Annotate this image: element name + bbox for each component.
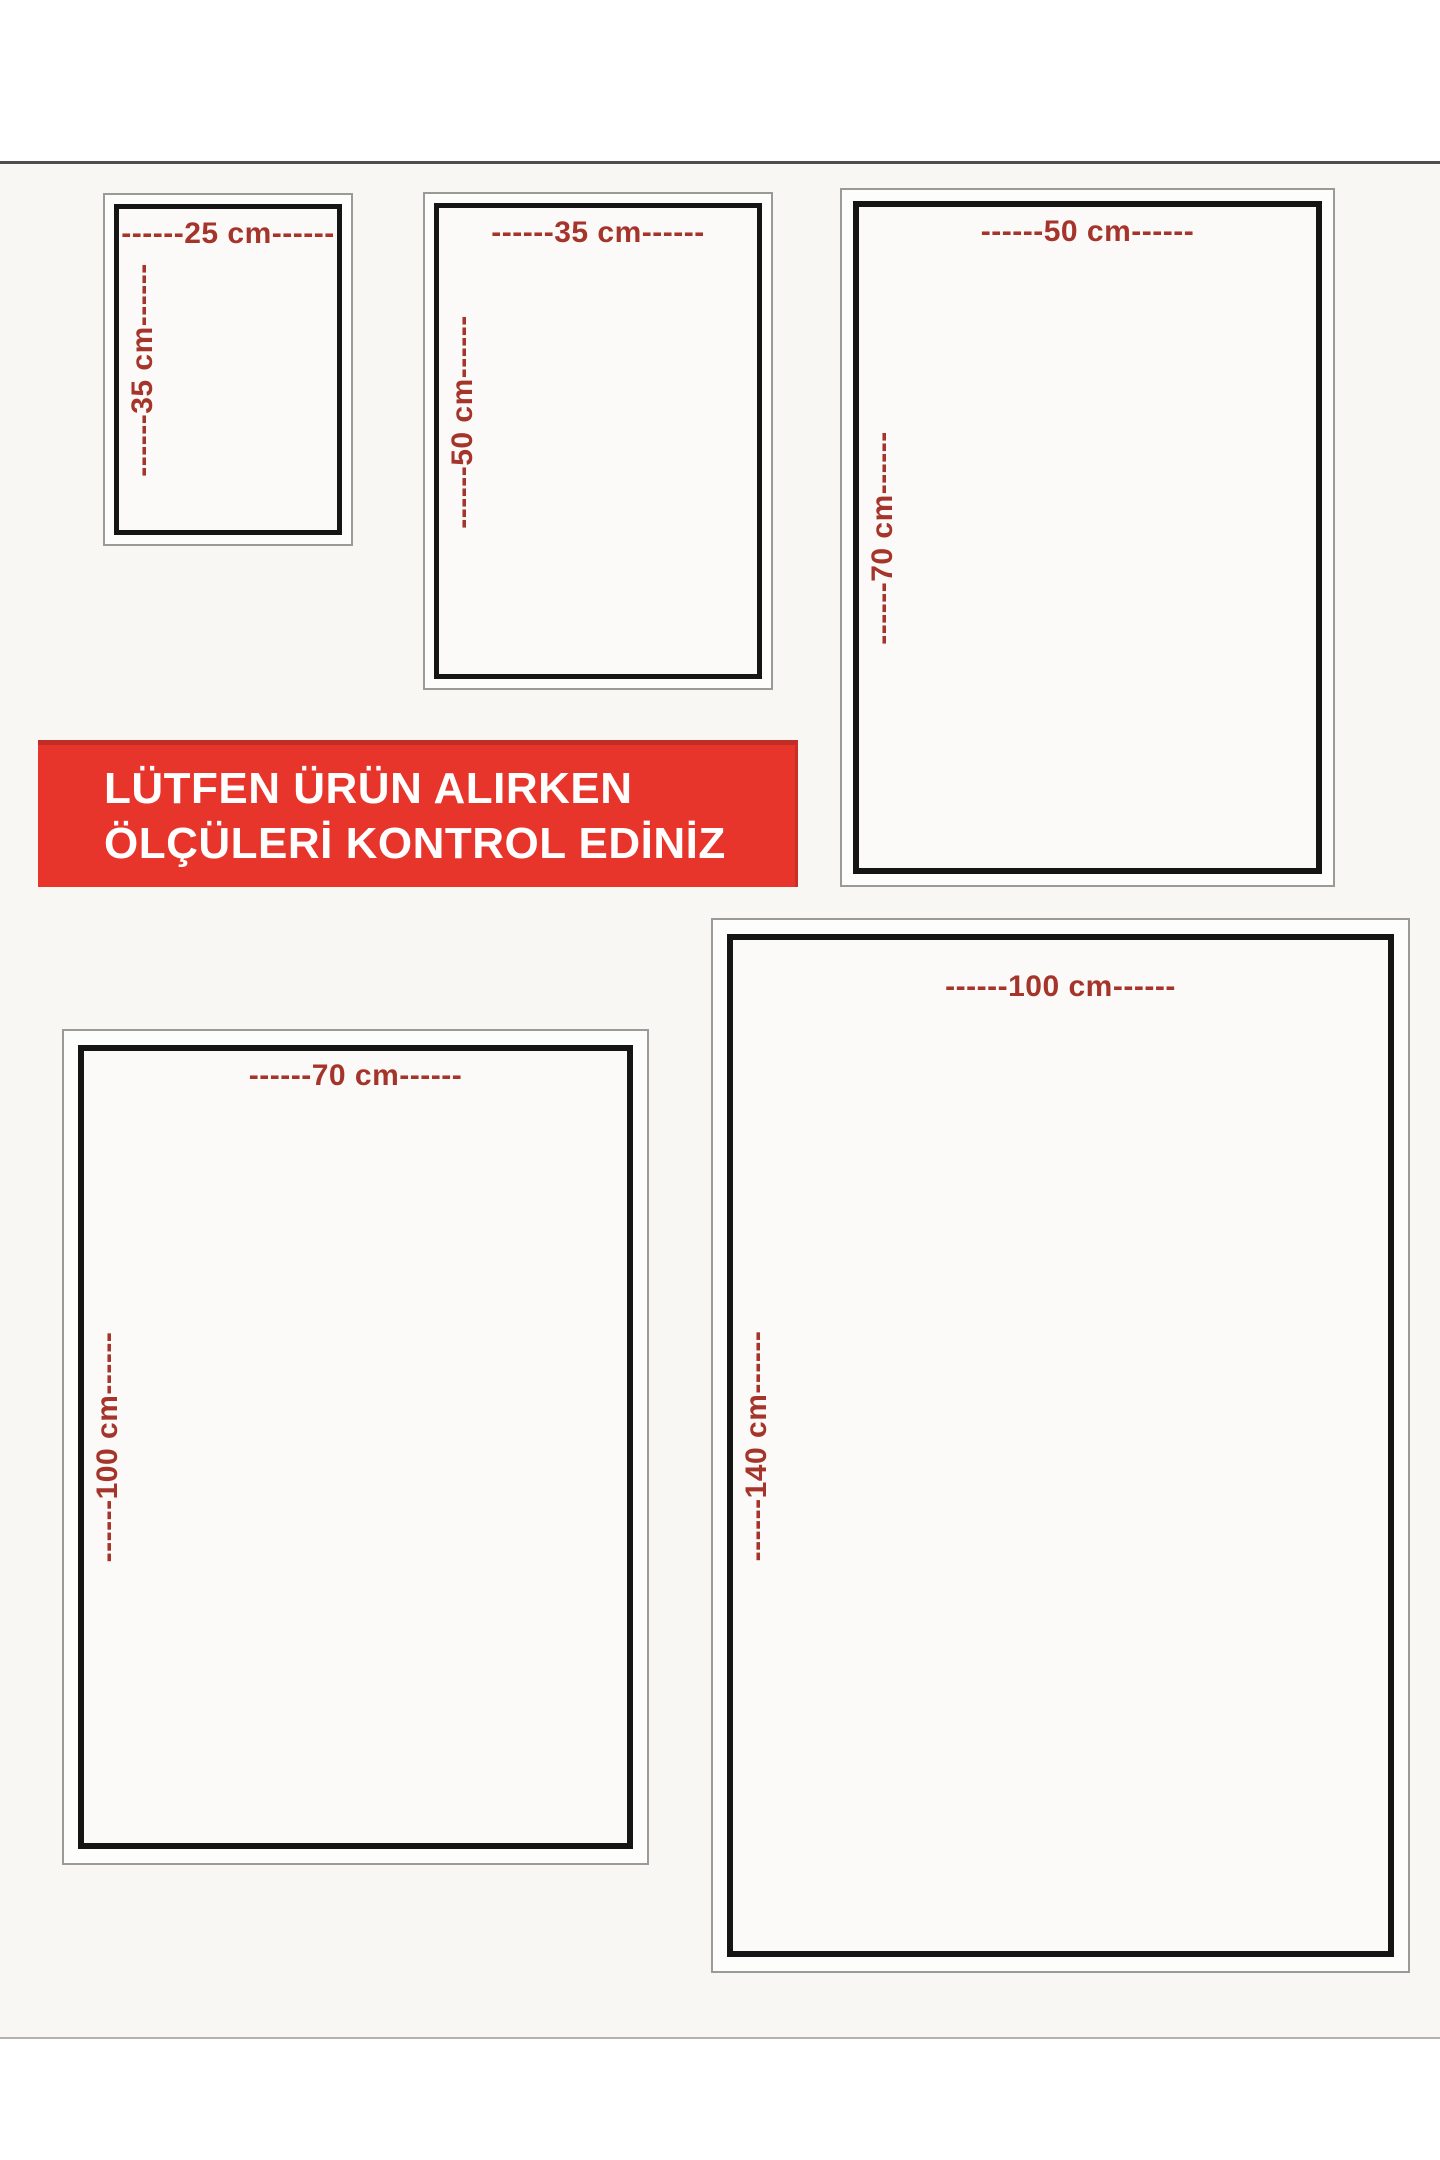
size-box-70x100-border [78,1045,633,1849]
height-label: ------100 cm------ [91,1331,124,1563]
size-box-100x140-border [727,934,1394,1957]
notice-banner-line1: LÜTFEN ÜRÜN ALIRKEN [104,764,633,813]
width-label: ------25 cm------ [121,217,335,250]
size-box-35x50-border [434,203,762,679]
height-label: ------70 cm------ [866,430,899,645]
notice-banner [38,740,798,887]
size-box-25x35-border [114,204,342,535]
size-box-50x70 [840,188,1335,887]
height-label: ------50 cm------ [446,315,479,530]
height-label: ------140 cm------ [740,1330,773,1561]
width-label: ------50 cm------ [980,215,1195,248]
notice-banner-line2: ÖLÇÜLERİ KONTROL EDİNİZ [104,819,726,868]
width-label: ------35 cm------ [491,216,705,249]
size-box-70x100 [62,1029,649,1865]
size-box-35x50 [423,192,773,690]
page-top-edge-line [0,161,1440,164]
size-box-100x140 [711,918,1410,1973]
size-box-50x70-border [853,201,1322,874]
width-label: ------100 cm------ [945,970,1176,1003]
page-bottom-edge-line [0,2037,1440,2039]
height-label: ------35 cm------ [126,262,159,477]
width-label: ------70 cm------ [248,1059,463,1092]
size-box-25x35 [103,193,353,546]
